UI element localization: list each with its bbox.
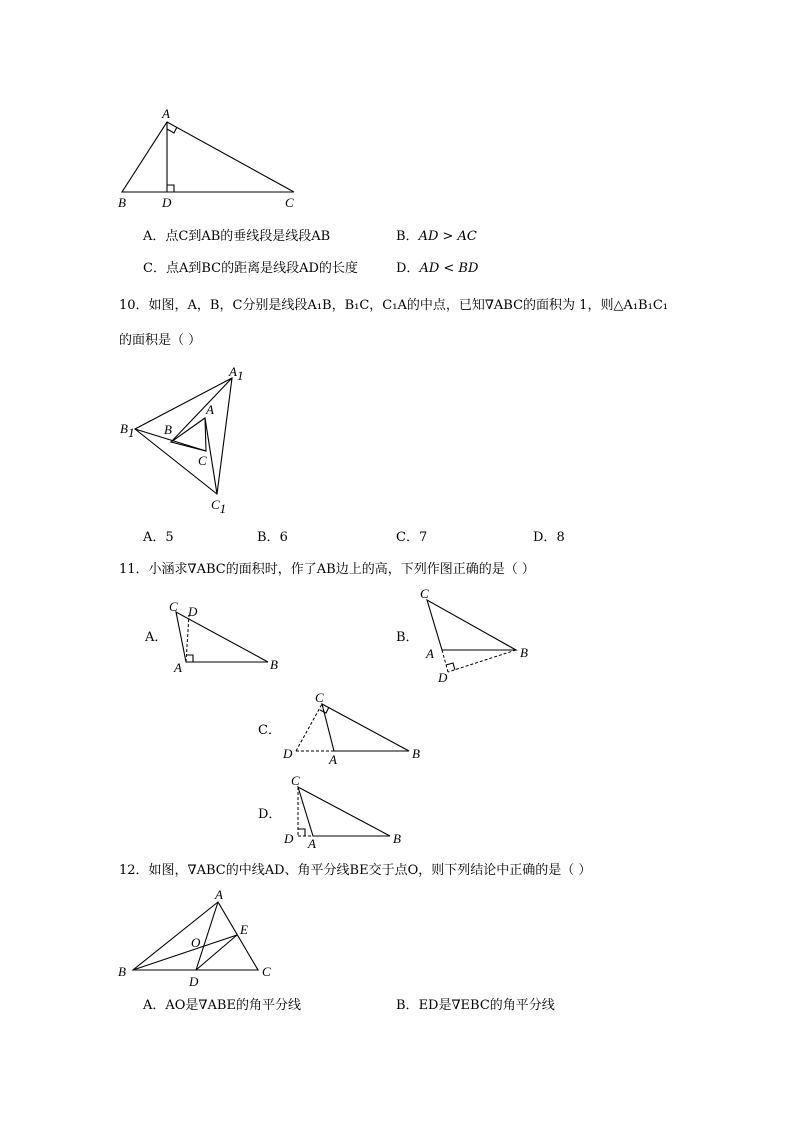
q10-stem-line2: 的面积是（ ）	[119, 333, 202, 348]
q12-stem: 12．如图，∇ABC的中线AD、角平分线BE交于点O，则下列结论中正确的是（ ）	[119, 863, 592, 878]
q11-option-b-letter: B．	[396, 630, 419, 645]
q9-label-d: D	[162, 195, 172, 210]
q9-option-c-text: 点A到BC的距离是线段AD的长度	[165, 261, 358, 276]
q11-b-label-d: D	[438, 670, 448, 685]
q12-label-b: B	[118, 964, 126, 979]
q9-option-a-letter: A．	[143, 229, 166, 244]
q10-option-d-letter: D．	[533, 530, 557, 545]
q12-option-a-text: AO是∇ABE的角平分线	[165, 998, 301, 1013]
q9-option-c-letter: C．	[143, 261, 166, 276]
q9-option-d-text: AD < BD	[419, 261, 479, 276]
q9-option-a-text: 点C到AB的垂线段是线段AB	[165, 229, 331, 244]
q9-option-b-letter: B．	[396, 229, 419, 244]
q12-bisector-be	[133, 935, 237, 970]
q11-b-label-b: B	[520, 645, 528, 660]
q11-b-label-c: C	[420, 586, 429, 601]
q12-label-e: E	[240, 922, 248, 937]
q10-option-b-letter: B．	[257, 530, 280, 545]
q12-label-a: A	[215, 887, 223, 902]
q9-option-d-letter: D．	[396, 261, 420, 276]
q11-d-label-d: D	[284, 831, 294, 846]
q12-option-b-text: ED是∇EBC的角平分线	[418, 998, 555, 1013]
q10-label-c: C	[198, 453, 207, 468]
q11-a-label-d: D	[188, 604, 198, 619]
q10-label-c1: C1	[211, 497, 227, 516]
q10-label-a: A	[206, 402, 214, 417]
q10-option-c-letter: C．	[396, 530, 419, 545]
q10-label-b: B	[164, 422, 172, 437]
q12-option-a	[143, 998, 301, 1014]
q11-a-label-c: C	[169, 599, 178, 614]
q10-stem-line1: 10．如图，A，B，C分别是线段A₁B，B₁C，C₁A的中点，已知∇ABC的面积为 1，则△A₁B₁C₁	[119, 298, 668, 313]
q11-stem: 11．小涵求∇ABC的面积时，作了AB边上的高，下列作图正确的是（ ）	[119, 562, 535, 577]
q11-c-label-b: B	[412, 746, 420, 761]
q11-c-label-d: D	[283, 746, 293, 761]
q10-option-b-text: 6	[279, 530, 288, 545]
q12-option-a-letter: A．	[143, 998, 166, 1013]
q11-c-label-a: A	[329, 752, 337, 767]
q11-a-label-b: B	[270, 657, 278, 672]
q10-option-a-text: 5	[165, 530, 174, 545]
q11-option-d-letter: D．	[258, 807, 282, 822]
q12-option-b-letter: B．	[396, 998, 419, 1013]
q9-label-a: A	[162, 106, 170, 121]
q10-label-b1: B1	[120, 421, 135, 440]
q11-c-label-c: C	[315, 690, 324, 705]
q10-option-d-text: 8	[556, 530, 565, 545]
q10-option-c-text: 7	[418, 530, 428, 545]
q11-d-label-c: C	[291, 773, 300, 788]
q9-option-b-text: AD > AC	[418, 229, 477, 244]
q12-label-o: O	[191, 935, 201, 950]
q11-option-a-letter: A．	[145, 630, 168, 645]
q11-option-c-letter: C．	[258, 723, 281, 738]
q11-d-label-a: A	[308, 836, 316, 851]
q12-label-d: D	[189, 974, 199, 989]
q10-option-a-letter: A．	[143, 530, 166, 545]
q9-label-b: B	[118, 195, 126, 210]
q12-label-c: C	[262, 964, 271, 979]
q11-a-label-a: A	[174, 660, 182, 675]
q12-option-b	[396, 998, 555, 1014]
q11-b-label-a: A	[426, 646, 434, 661]
q10-label-a1: A1	[229, 364, 244, 383]
q11-d-label-b: B	[393, 831, 401, 846]
q9-label-c: C	[285, 195, 294, 210]
